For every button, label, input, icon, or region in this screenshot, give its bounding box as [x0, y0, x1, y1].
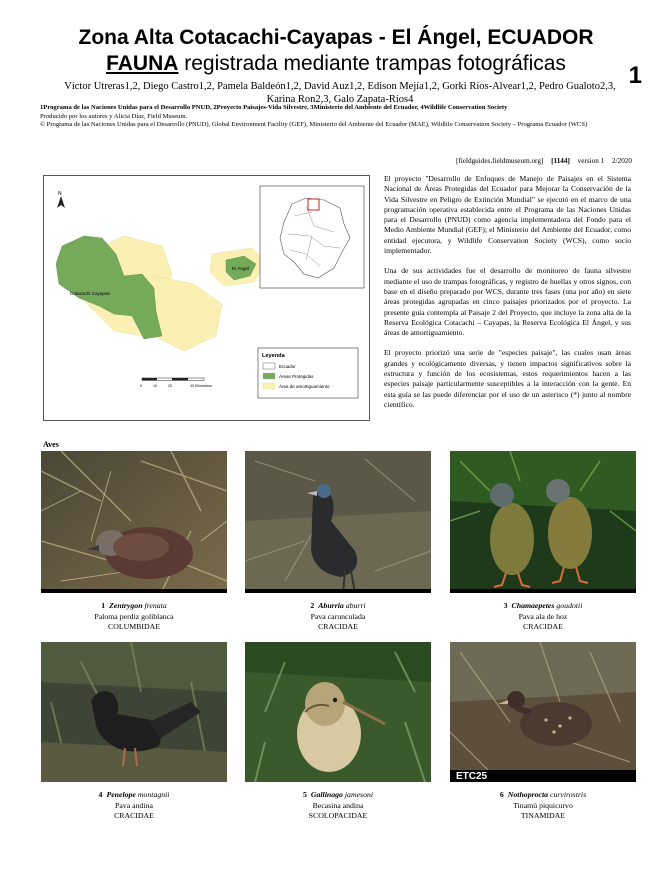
study-area-map — [43, 175, 370, 421]
affiliations: 1Programa de las Naciones Unidas para el Desarrollo PNUD, 2Proyecto Paisajes-Vida Silvestre, 3Ministerio del Ambiente del Ecuador, 4Wildlife Conservation Society — [40, 104, 508, 111]
species-2-genus: Aburria — [318, 601, 344, 610]
meta-guide-id: [1144] — [551, 157, 570, 165]
photo-zentrygon-frenata — [41, 451, 227, 593]
species-1-epithet: frenata — [144, 601, 167, 610]
species-3-genus: Chamaepetes — [511, 601, 555, 610]
species-3-epithet: goudotii — [556, 601, 583, 610]
intro-paragraph-2: Una de sus actividades fue el desarrollo de monitoreo de fauna silvestre mediante el uso de trampas fotográficas, y registro de huellas y otros signos, con base en el diseño preparado por WCS, durante tres fases (una por año) en siete áreas protegidas agrupadas en cinco paisajes priorizados por el proyecto. La presente guía contempla al Paisaje 2 del Proyecto, que incluye la zona alta de la Reserva Ecológica Cotacachi – Cayapas, la Reserva Ecológica El Ángel, y sus áreas de amortiguamiento. — [384, 266, 631, 338]
species-1-genus: Zentrygon — [109, 601, 143, 610]
legend-item-protected: Áreas Protegidas — [279, 374, 314, 379]
page-number: 1 — [628, 62, 642, 89]
subtitle-fauna: FAUNA — [106, 52, 179, 75]
section-label-aves: Aves — [43, 440, 59, 449]
species-3-common-name: Pava ala de hoz — [518, 611, 568, 621]
caption-species-5 — [245, 790, 431, 822]
authors-line-1: Víctor Utreras1,2, Diego Castro1,2, Pamela Baldeón1,2, David Auz1,2, Edison Mejía1,2, Gorki Ríos-Alvear1,2, Pedro Gualoto2,3, — [64, 81, 616, 92]
species-5-epithet: jamesoni — [344, 790, 374, 799]
species-3-family: CRACIDAE — [523, 622, 563, 631]
map-label-cotacachi: Cotacachi Cayapas — [70, 291, 110, 296]
species-4-family: CRACIDAE — [114, 811, 154, 820]
authors — [40, 80, 640, 106]
north-label: N — [58, 191, 62, 197]
photo-nothoprocta-curvirostris — [450, 642, 636, 782]
species-6-epithet: curvirostris — [550, 790, 587, 799]
copyright: © Programa de las Naciones Unidas para el Desarrollo (PNUD), Global Environment Facility (GEF), Ministerio del Ambiente del Ecuador (MAE), Wildlife Conservation Society – Programa Ecuador (WCS) — [40, 121, 588, 128]
photo-penelope-montagnii — [41, 642, 227, 782]
legend-title: Leyenda — [262, 353, 285, 359]
scale-label-20: 20 — [168, 384, 172, 388]
caption-species-3 — [450, 601, 636, 633]
meta-site[interactable]: [fieldguides.fieldmuseum.org] — [456, 157, 544, 165]
species-4-number: 4 — [98, 790, 103, 799]
guide-meta — [450, 157, 632, 165]
species-1-common-name: Paloma perdiz goliblanca — [94, 611, 174, 621]
species-2-epithet: aburri — [345, 601, 366, 610]
species-4-epithet: montagnii — [137, 790, 170, 799]
photo-stamp: ETC25 — [456, 771, 488, 782]
intro-text — [384, 174, 631, 420]
species-5-common-name: Becasina andina — [312, 800, 364, 810]
intro-paragraph-3: El proyecto priorizó una serie de "especies paisaje", las cuales usan áreas grandes y ecológicamente diversas, y tienen impactos significativos sobre la estructura y función de los ecosistemas, estos requerimientos hacen a las especies paisaje particularmente susceptibles a la interacción con la gente. En esta guía se las puede diferenciar por el uso de un asterisco (*) junto al nombre científico. — [384, 348, 631, 409]
page-title: Zona Alta Cotacachi-Cayapas - El Ángel, ECUADOR — [78, 26, 594, 49]
species-5-genus: Gallinago — [310, 790, 343, 799]
photo-chamaepetes-goudotii — [450, 451, 636, 593]
authors-line-2: Karina Ron2,3, Galo Zapata-Ríos4 — [266, 94, 414, 105]
species-2-common-name: Pava carunculada — [310, 611, 366, 621]
species-4-genus: Penelope — [106, 790, 136, 799]
caption-species-6 — [450, 790, 636, 822]
caption-species-2 — [245, 601, 431, 633]
north-arrow-icon — [57, 191, 65, 208]
produced-by: Producido por los autores y Alicia Díaz, Field Museum. — [40, 112, 188, 120]
meta-version: version 1 — [577, 157, 605, 165]
species-6-genus: Nothoprocta — [507, 790, 549, 799]
scale-label-40: 40 Kilómetros — [190, 384, 212, 388]
map-legend — [258, 348, 358, 398]
species-2-number: 2 — [310, 601, 315, 610]
species-5-number: 5 — [302, 790, 307, 799]
legend-item-ecuador: Ecuador — [279, 364, 296, 369]
map-label-elangel: El Ángel — [232, 266, 250, 271]
intro-paragraph-1: El proyecto "Desarrollo de Enfoques de Manejo de Paisajes en el Sistema Nacional de Áreas Protegidas del Ecuador para Mejorar la Conservación de la Vida Silvestre en Peligro de Extinción Mundial" se ejecutó en el marco de una programación operativa establecida entre el Programa de las Naciones Unidas para el Desarrollo (PNUD) como agencia implementadora del Fondo para el Medio Ambiente Mundial (GEF); el Ministerio del Ambiente del Ecuador, como entidad ejecutora, y Wildlife Conservation Society (WCS), como socio implementador. — [384, 174, 631, 256]
species-5-family: SCOLOPACIDAE — [308, 811, 368, 820]
caption-species-4 — [41, 790, 227, 822]
photo-aburria-aburri — [245, 451, 431, 593]
scale-label-0: 0 — [140, 384, 142, 388]
caption-species-1 — [41, 601, 227, 633]
scale-bar — [140, 378, 212, 388]
species-2-family: CRACIDAE — [318, 622, 358, 631]
species-4-common-name: Pava andina — [115, 800, 153, 810]
inset-map — [260, 186, 364, 288]
species-6-number: 6 — [499, 790, 504, 799]
affiliations-block — [40, 104, 640, 130]
species-1-family: COLUMBIDAE — [108, 622, 160, 631]
legend-item-buffer: Área de amortiguamiento — [279, 384, 330, 389]
scale-label-10: 10 — [153, 384, 157, 388]
subtitle-rest: registrada mediante trampas fotográficas — [178, 52, 566, 75]
species-6-family: TINAMIDAE — [520, 811, 566, 820]
species-6-common-name: Tinamú piquicurvo — [513, 800, 573, 810]
species-3-number: 3 — [503, 601, 508, 610]
page-subtitle — [0, 52, 672, 76]
map-svg — [44, 176, 371, 422]
photo-gallinago-jamesoni — [245, 642, 431, 782]
species-1-number: 1 — [101, 601, 106, 610]
meta-date: 2/2020 — [612, 157, 632, 165]
